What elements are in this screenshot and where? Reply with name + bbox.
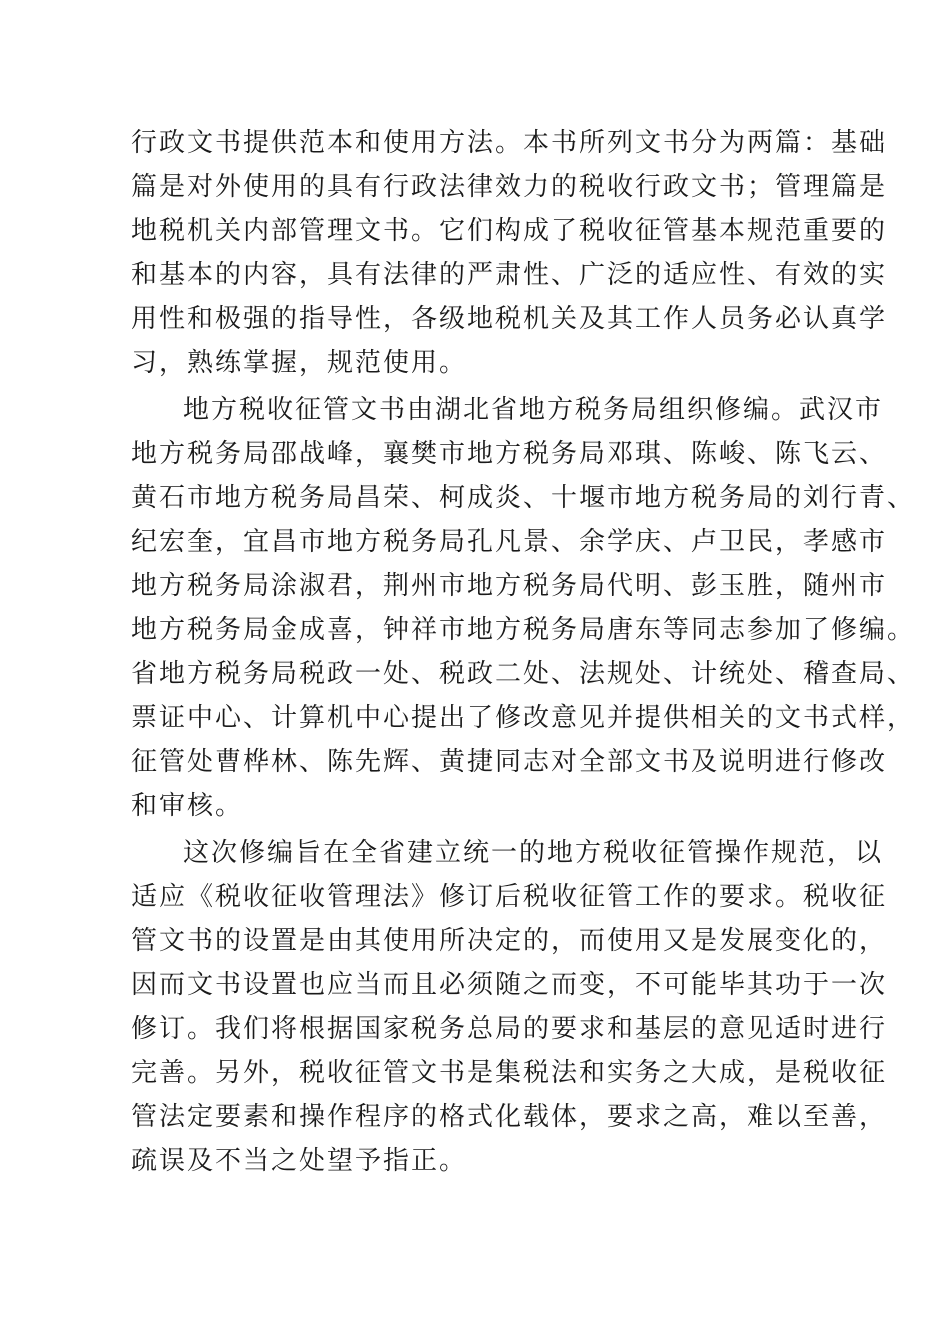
text-line: 省地方税务局税政一处、税政二处、法规处、计统处、稽查局、 bbox=[131, 659, 916, 689]
text-line: 征管处曹桦林、陈先辉、黄捷同志对全部文书及说明进行修改 bbox=[131, 747, 888, 777]
text-line: 黄石市地方税务局昌荣、柯成炎、十堰市地方税务局的刘行青、 bbox=[131, 483, 916, 513]
text-line: 和审核。 bbox=[131, 791, 244, 821]
text-line: 票证中心、计算机中心提出了修改意见并提供相关的文书式样， bbox=[131, 703, 916, 733]
text-line: 因而文书设置也应当而且必须随之而变，不可能毕其功于一次 bbox=[131, 970, 888, 1000]
paragraph-2 bbox=[131, 388, 916, 828]
text-line: 疏误及不当之处望予指正。 bbox=[131, 1146, 468, 1176]
text-line: 地方税收征管文书由湖北省地方税务局组织修编。武汉市 bbox=[183, 395, 884, 425]
paragraph-1 bbox=[131, 121, 888, 385]
text-line: 地方税务局涂淑君，荆州市地方税务局代明、彭玉胜，随州市 bbox=[131, 571, 888, 601]
text-line: 管法定要素和操作程序的格式化载体，要求之高，难以至善， bbox=[131, 1102, 888, 1132]
text-line: 习，熟练掌握，规范使用。 bbox=[131, 348, 468, 378]
text-line: 篇是对外使用的具有行政法律效力的税收行政文书；管理篇是 bbox=[131, 172, 888, 202]
text-line: 和基本的内容，具有法律的严肃性、广泛的适应性、有效的实 bbox=[131, 260, 888, 290]
text-line: 完善。另外，税收征管文书是集税法和实务之大成，是税收征 bbox=[131, 1058, 888, 1088]
paragraph-3 bbox=[131, 831, 888, 1183]
text-line: 地方税务局邵战峰，襄樊市地方税务局邓琪、陈峻、陈飞云、 bbox=[131, 439, 888, 469]
text-line: 用性和极强的指导性，各级地税机关及其工作人员务必认真学 bbox=[131, 304, 888, 334]
text-line: 地税机关内部管理文书。它们构成了税收征管基本规范重要的 bbox=[131, 216, 888, 246]
text-line: 行政文书提供范本和使用方法。本书所列文书分为两篇：基础 bbox=[131, 128, 888, 158]
text-line: 修订。我们将根据国家税务总局的要求和基层的意见适时进行 bbox=[131, 1014, 888, 1044]
text-line: 管文书的设置是由其使用所决定的，而使用又是发展变化的， bbox=[131, 926, 888, 956]
text-line: 纪宏奎，宜昌市地方税务局孔凡景、余学庆、卢卫民，孝感市 bbox=[131, 527, 888, 557]
text-line: 地方税务局金成喜，钟祥市地方税务局唐东等同志参加了修编。 bbox=[131, 615, 916, 645]
text-line: 适应《税收征收管理法》修订后税收征管工作的要求。税收征 bbox=[131, 882, 888, 912]
body-text bbox=[131, 121, 916, 1183]
text-line: 这次修编旨在全省建立统一的地方税收征管操作规范，以 bbox=[183, 838, 884, 868]
